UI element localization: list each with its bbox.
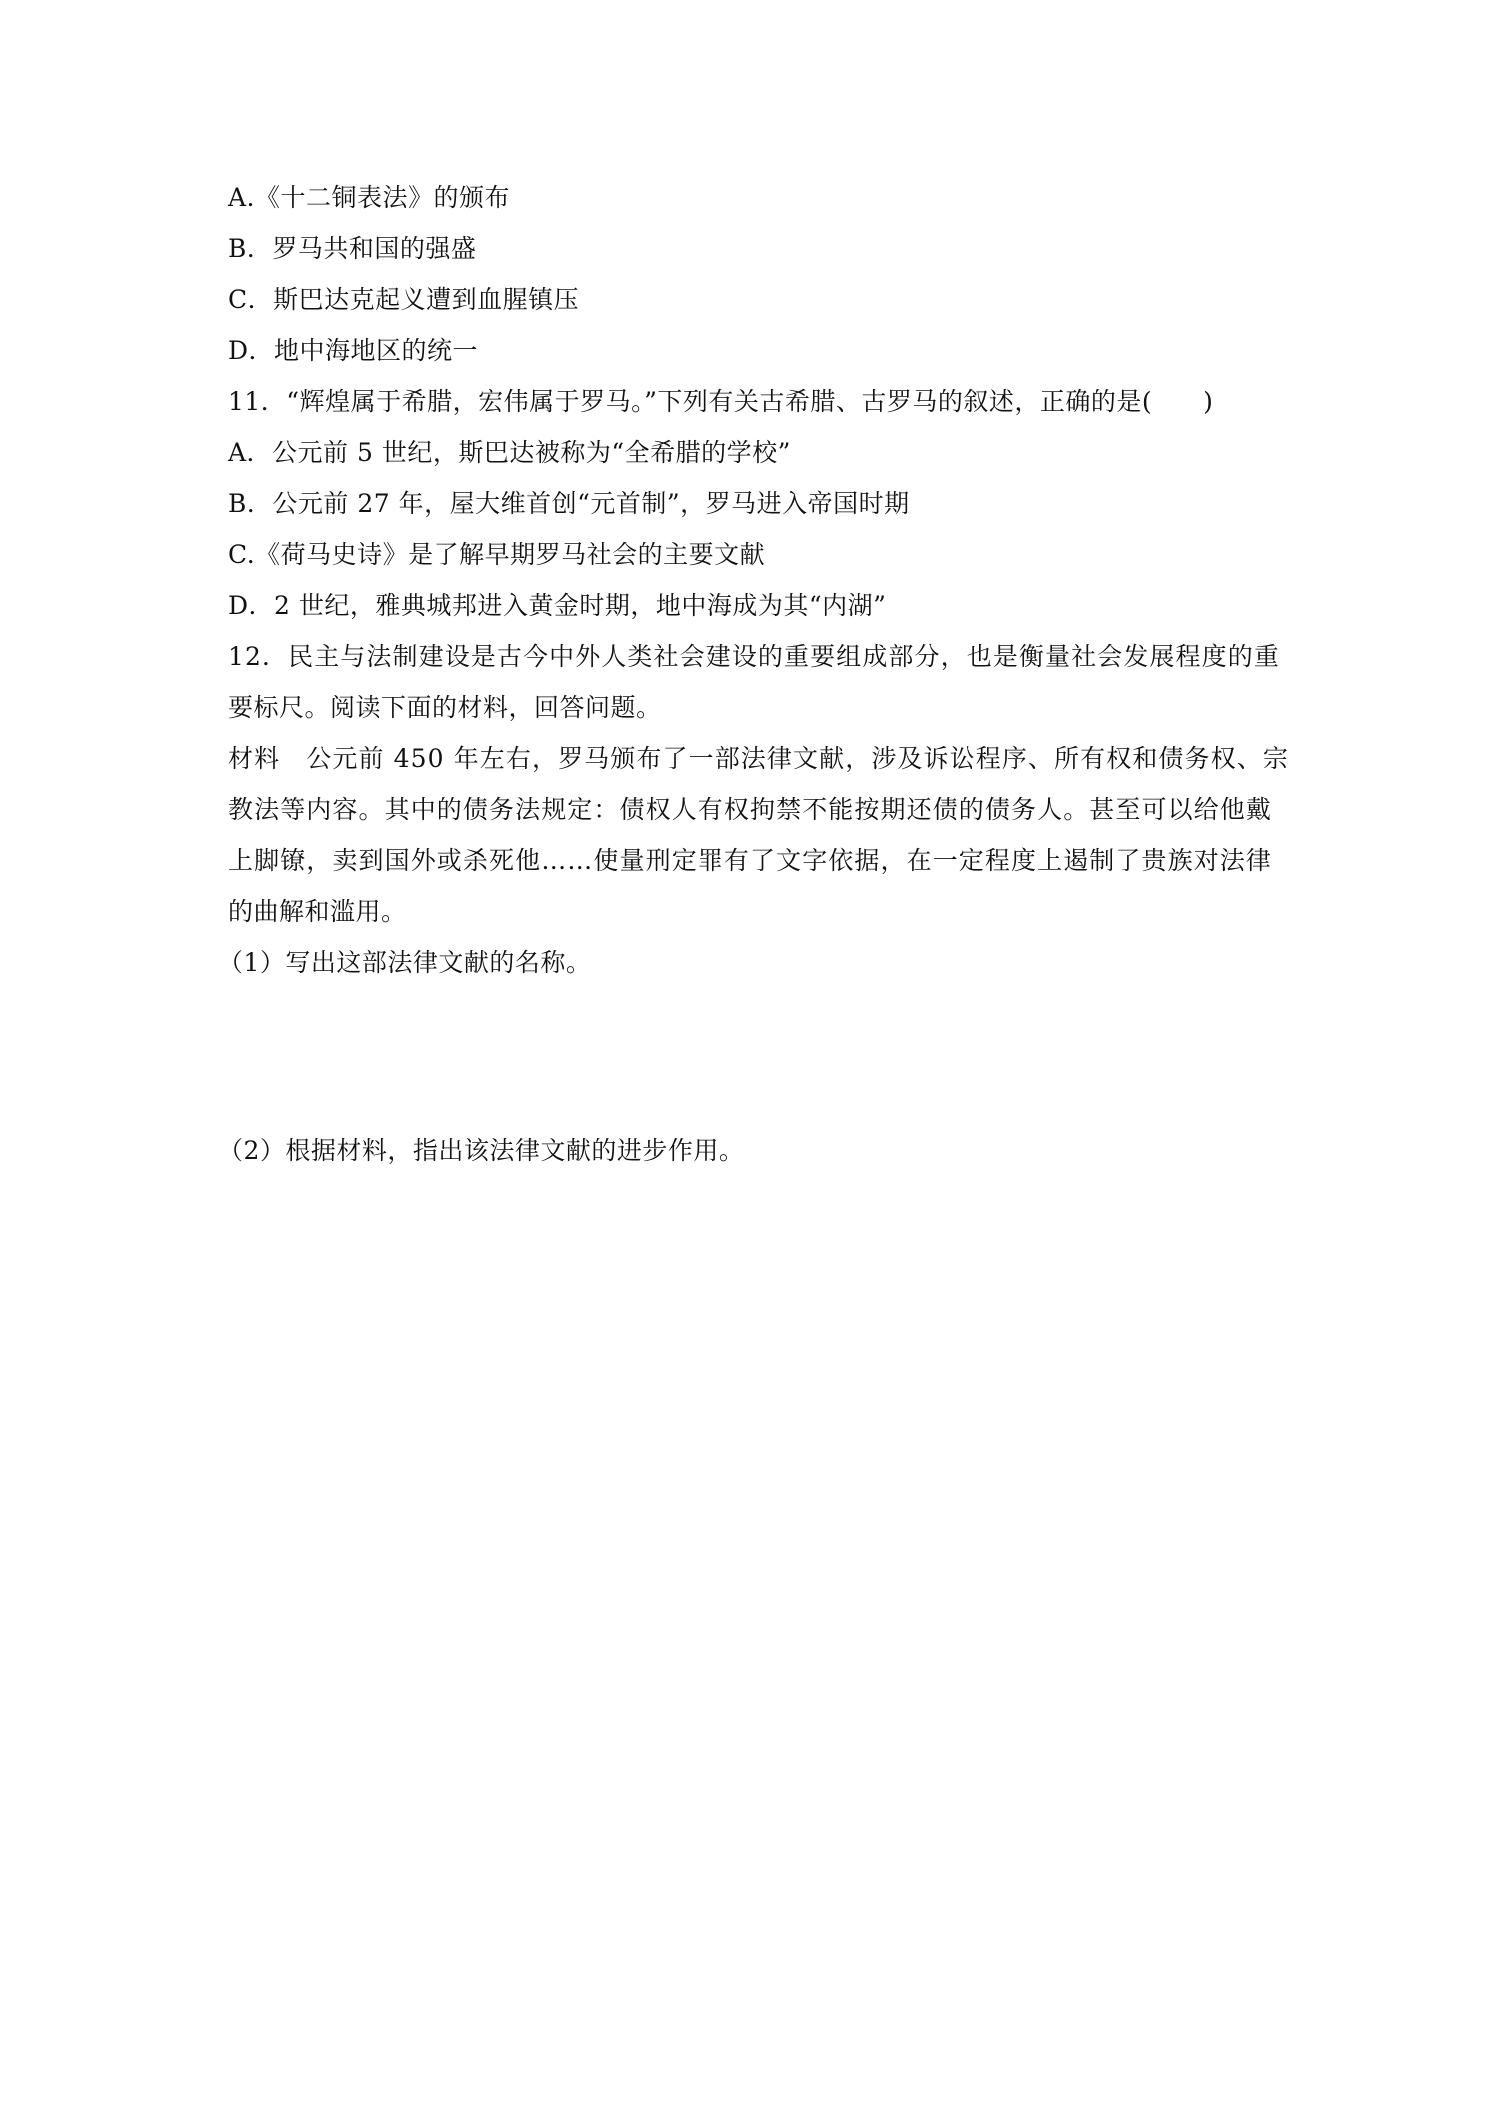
q12-sub-question-1: （1）写出这部法律文献的名称。 [218,948,592,977]
q11-stem: 11．“辉煌属于希腊，宏伟属于罗马。”下列有关古希腊、古罗马的叙述，正确的是( ) [228,387,1214,416]
q11-option-a: A．公元前 5 世纪，斯巴达被称为“全希腊的学校” [228,438,791,467]
q12-stem-line-1: 12．民主与法制建设是古今中外人类社会建设的重要组成部分，也是衡量社会发展程度的重 [228,642,1280,671]
q11-option-b: B．公元前 27 年，屋大维首创“元首制”，罗马进入帝国时期 [228,489,910,518]
q10-option-a: A.《十二铜表法》的颁布 [228,183,511,212]
q10-option-b: B．罗马共和国的强盛 [228,234,477,263]
q12-material-line-3: 上脚镣，卖到国外或杀死他……使量刑定罪有了文字依据，在一定程度上遏制了贵族对法律 [228,846,1273,875]
q12-material-line-1: 材料 公元前 450 年左右，罗马颁布了一部法律文献，涉及诉讼程序、所有权和债务权、宗 [228,744,1289,773]
q10-option-c: C．斯巴达克起义遭到血腥镇压 [228,285,580,314]
q11-option-d: D．2 世纪，雅典城邦进入黄金时期，地中海成为其“内湖” [228,591,887,620]
q11-option-c: C.《荷马史诗》是了解早期罗马社会的主要文献 [228,540,766,569]
q10-option-d: D．地中海地区的统一 [228,336,479,365]
q12-stem-line-2: 要标尺。阅读下面的材料，回答问题。 [228,693,662,722]
q12-sub-question-2: （2）根据材料，指出该法律文献的进步作用。 [218,1136,745,1165]
q12-material-line-2: 教法等内容。其中的债务法规定：债权人有权拘禁不能按期还债的债务人。甚至可以给他戴 [228,795,1273,824]
q12-material-line-4: 的曲解和滥用。 [228,897,407,926]
